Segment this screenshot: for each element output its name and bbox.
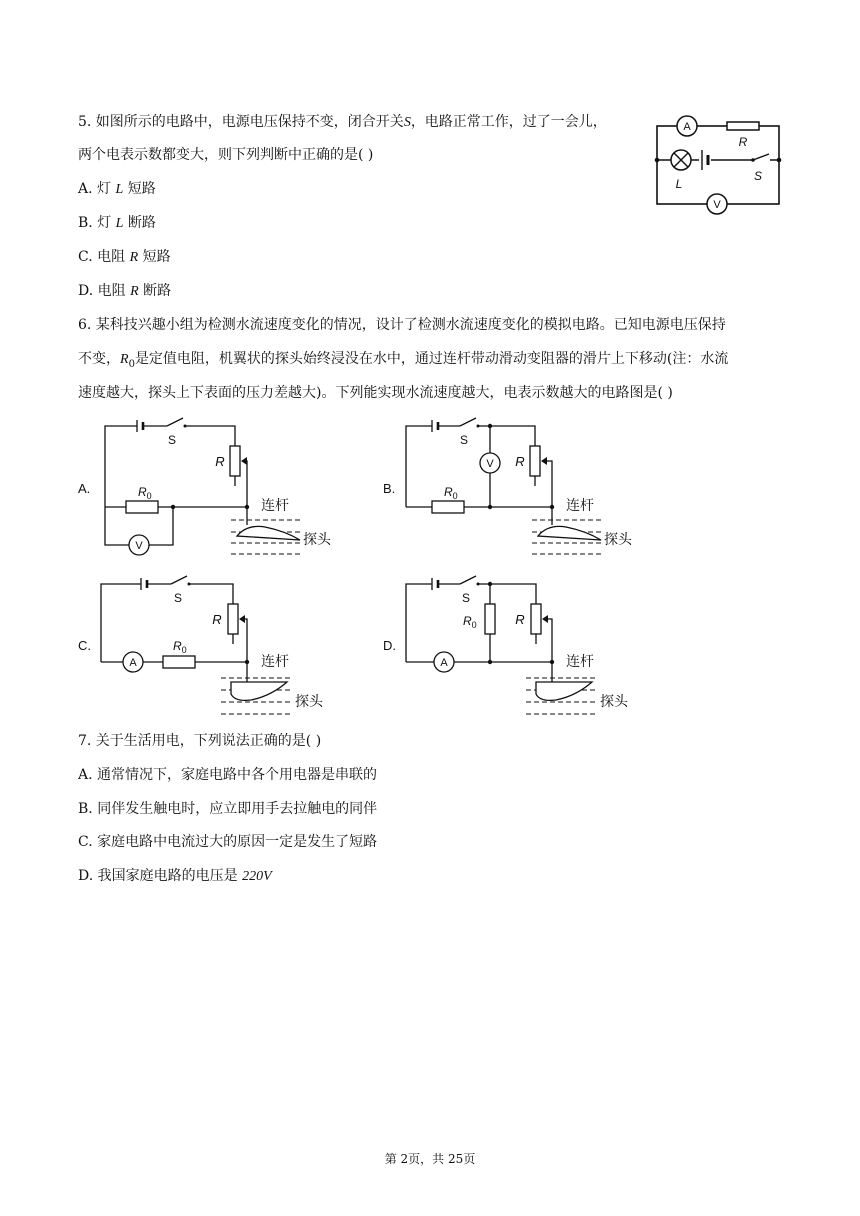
svg-text:V: V bbox=[713, 199, 721, 211]
svg-text:R: R bbox=[515, 454, 525, 469]
q5-lamp bbox=[671, 150, 691, 191]
q6-diagram-c bbox=[75, 570, 345, 720]
q7-option-d: D. 我国家庭电路的电压是 220V bbox=[78, 868, 272, 884]
q5-stem-line1 bbox=[78, 112, 607, 133]
q6-diagram-d bbox=[380, 570, 650, 720]
q5-circuit-figure bbox=[655, 112, 785, 212]
q5-battery bbox=[699, 150, 711, 170]
page-footer: 第 2页，共 25页 bbox=[384, 1152, 476, 1166]
q6-diagram-b bbox=[380, 412, 650, 562]
svg-text:C.: C. bbox=[78, 638, 91, 653]
svg-text:A: A bbox=[129, 657, 137, 669]
svg-text:连杆: 连杆 bbox=[566, 653, 594, 669]
q7-option-a: A. 通常情况下，家庭电路中各个用电器是串联的 bbox=[78, 767, 378, 783]
q5-switch bbox=[751, 154, 770, 183]
svg-text:R: R bbox=[212, 612, 222, 627]
q5-option-b: B. 灯 L 断路 bbox=[78, 215, 156, 231]
svg-text:L: L bbox=[675, 177, 683, 191]
svg-text:A: A bbox=[440, 657, 448, 669]
svg-text:连杆: 连杆 bbox=[566, 497, 594, 513]
svg-text:S: S bbox=[173, 591, 183, 605]
q5-option-c: C. 电阻 R 短路 bbox=[78, 249, 171, 265]
svg-text:B.: B. bbox=[383, 481, 396, 496]
q5-voltmeter bbox=[707, 194, 727, 214]
q6-diagram-a-r0: $R_0$ bbox=[138, 485, 152, 501]
svg-text:R: R bbox=[738, 135, 748, 149]
q7-stem: 7. 关于生活用电，下列说法正确的是( ) bbox=[78, 733, 322, 749]
q5-stem-text: ，电路正常工作，过了一会儿， bbox=[410, 114, 607, 130]
svg-text:A: A bbox=[683, 121, 691, 133]
q6-diagram-b-r0: $R_0$ bbox=[444, 485, 458, 501]
svg-text:R: R bbox=[215, 454, 225, 469]
svg-text:S: S bbox=[753, 169, 763, 183]
q5-stem-text: 5. 如图所示的电路中，电源电压保持不变，闭合开关 bbox=[78, 114, 404, 130]
svg-text:D.: D. bbox=[383, 638, 396, 653]
q5-resistor bbox=[727, 122, 759, 149]
q7-option-b: B. 同伴发生触电时，应立即用手去拉触电的同伴 bbox=[78, 801, 378, 817]
svg-text:R: R bbox=[515, 612, 525, 627]
svg-text:V: V bbox=[486, 458, 494, 470]
q6-diagram-c-r0: $R_0$ bbox=[173, 639, 187, 655]
q5-option-d: D. 电阻 R 断路 bbox=[78, 283, 172, 299]
q6-diagram-d-r0: $R_0$ bbox=[463, 614, 477, 630]
q6-stem-line2: 不变，$R_0$是定值电阻，机翼状的探头始终浸没在水中，通过连杆带动滑动变阻器的滑片上下移动(注：水流 bbox=[78, 351, 729, 370]
q6-diagram-a bbox=[75, 412, 345, 562]
q6-stem-line3: 速度越大，探头上下表面的压力差越大)。下列能实现水流速度越大，电表示数越大的电路图是( ) bbox=[78, 385, 673, 401]
svg-text:探头: 探头 bbox=[303, 531, 331, 547]
q5-stem-line2: 两个电表示数都变大，则下列判断中正确的是( ) bbox=[78, 147, 374, 163]
q5-option-a: A. 灯 L 短路 bbox=[78, 181, 156, 197]
q5-ammeter bbox=[677, 116, 697, 136]
svg-text:S: S bbox=[461, 591, 471, 605]
svg-text:探头: 探头 bbox=[295, 693, 323, 709]
svg-text:连杆: 连杆 bbox=[261, 497, 289, 513]
svg-text:V: V bbox=[135, 540, 143, 552]
svg-text:探头: 探头 bbox=[604, 531, 632, 547]
q5-var-s: S bbox=[403, 115, 411, 130]
svg-text:A.: A. bbox=[78, 481, 91, 496]
svg-text:S: S bbox=[167, 433, 177, 447]
svg-text:连杆: 连杆 bbox=[261, 653, 289, 669]
q7-option-c: C. 家庭电路中电流过大的原因一定是发生了短路 bbox=[78, 834, 378, 850]
q6-stem-line1: 6. 某科技兴趣小组为检测水流速度变化的情况，设计了检测水流速度变化的模拟电路。已知电源电压保持 bbox=[78, 317, 726, 333]
svg-text:探头: 探头 bbox=[600, 693, 628, 709]
svg-text:S: S bbox=[459, 433, 469, 447]
